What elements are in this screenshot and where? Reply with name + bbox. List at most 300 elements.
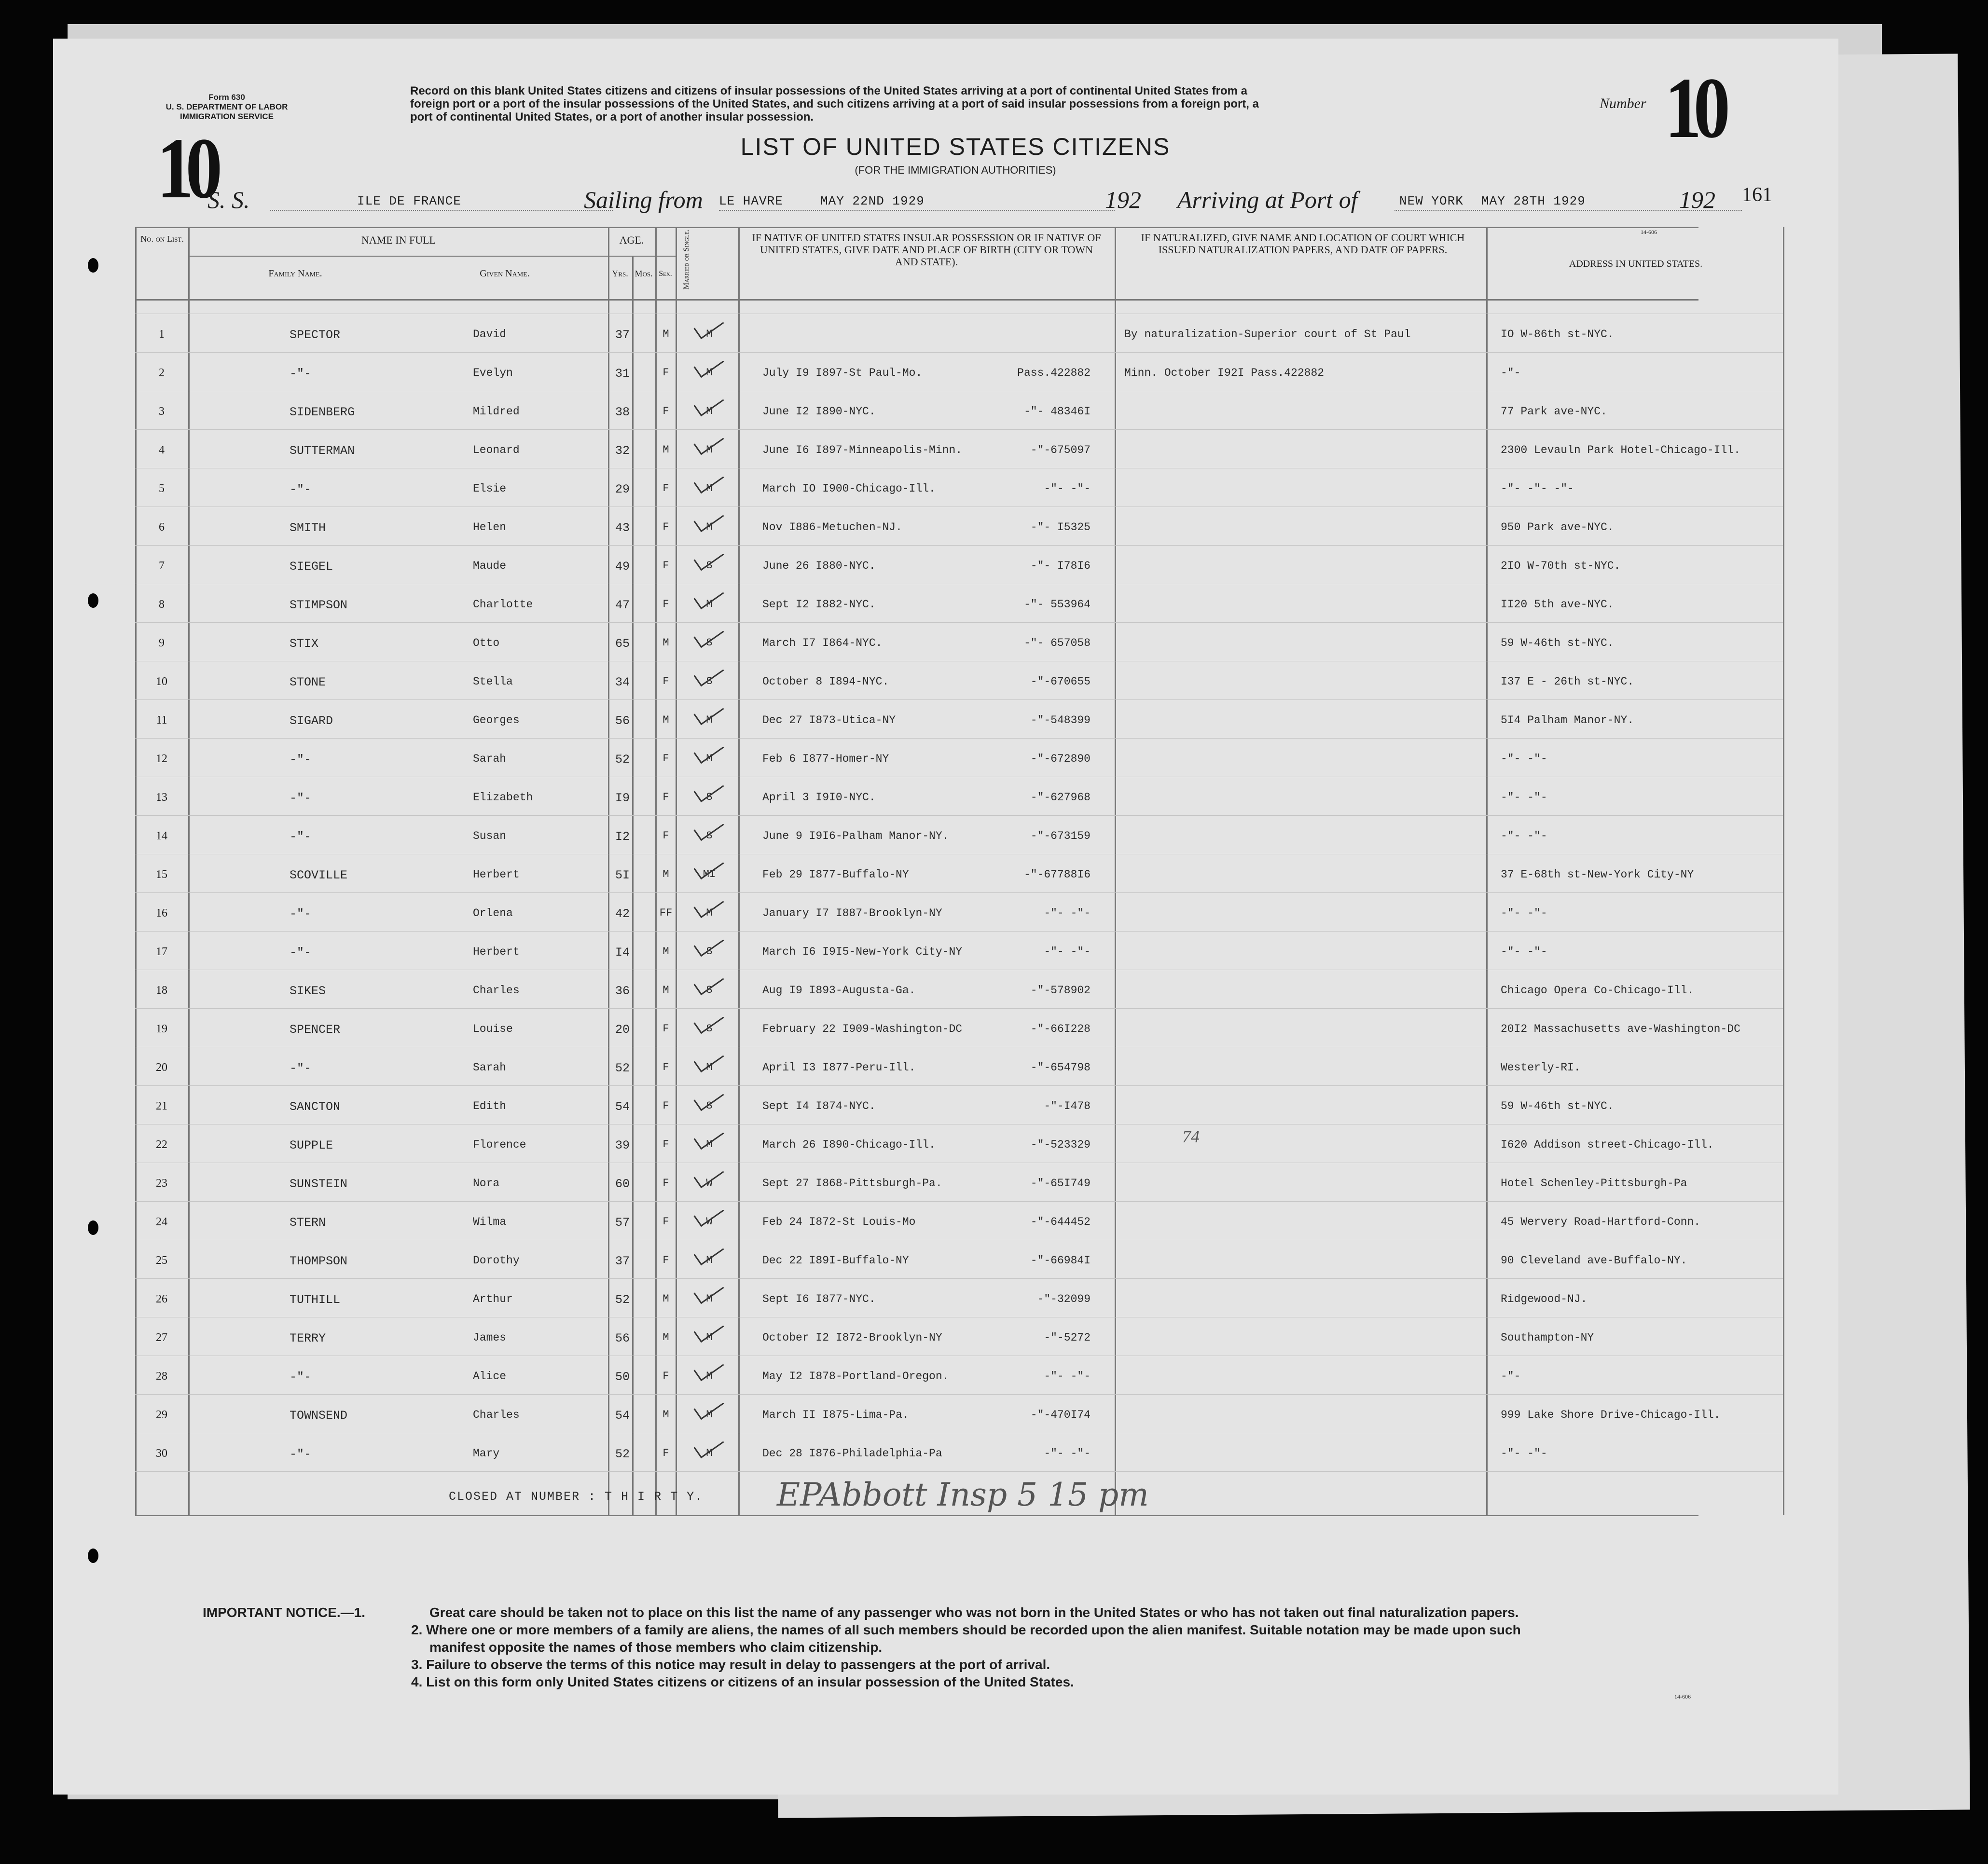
binder-hole: [88, 258, 98, 273]
row-rule: [135, 429, 1783, 430]
birth-info: June I6 I897-Minneapolis-Minn.: [762, 444, 963, 456]
row-number: 6: [159, 521, 165, 534]
manifest-page: [53, 39, 1838, 1795]
passport-number: -"-65I749: [1030, 1177, 1091, 1190]
us-address: IO W-86th st-NYC.: [1501, 328, 1614, 341]
birth-info: March IO I900-Chicago-Ill.: [762, 482, 936, 495]
given-name: Charlotte: [473, 598, 533, 611]
given-name: Helen: [473, 521, 507, 534]
given-name: Mary: [473, 1447, 500, 1460]
age-years: I4: [615, 946, 630, 959]
sex: F: [663, 482, 669, 494]
passport-number: -"-654798: [1030, 1061, 1091, 1074]
row-rule: [135, 1201, 1783, 1202]
sex: M: [663, 328, 669, 340]
marital-status: MI: [703, 868, 716, 880]
row-number: 25: [156, 1254, 167, 1267]
us-address: 999 Lake Shore Drive-Chicago-Ill.: [1501, 1409, 1721, 1421]
marital-status: M: [706, 1061, 713, 1073]
age-years: 56: [615, 1331, 630, 1345]
passport-number: -"- -"-: [1044, 907, 1091, 919]
sex: F: [663, 830, 669, 842]
col-sex: Sex.: [659, 270, 672, 278]
row-number: 22: [156, 1138, 167, 1151]
family-name: SMITH: [290, 521, 326, 535]
family-name: -"-: [290, 1061, 312, 1075]
sex: M: [663, 714, 669, 726]
given-name: Edith: [473, 1100, 507, 1112]
passport-number: -"-523329: [1030, 1138, 1091, 1151]
service: IMMIGRATION SERVICE: [180, 112, 274, 121]
birth-info: October I2 I872-Brooklyn-NY: [762, 1331, 942, 1344]
birth-info: Dec 27 I873-Utica-NY: [762, 714, 896, 726]
given-name: Sarah: [473, 753, 507, 765]
sex: F: [663, 367, 669, 379]
family-name: -"-: [290, 907, 312, 921]
sex: F: [663, 1138, 669, 1151]
us-address: -"- -"-: [1501, 946, 1547, 958]
passport-number: -"-32099: [1037, 1293, 1091, 1305]
row-number: 24: [156, 1216, 167, 1228]
row-rule: [135, 1471, 1783, 1472]
passport-number: -"- -"-: [1044, 1370, 1091, 1383]
family-name: SUPPLE: [290, 1138, 333, 1152]
us-address: 90 Cleveland ave-Buffalo-NY.: [1501, 1254, 1687, 1267]
birth-info: Feb 24 I872-St Louis-Mo: [762, 1216, 916, 1228]
binder-hole: [88, 1549, 98, 1563]
given-name: Sarah: [473, 1061, 507, 1074]
sex: M: [663, 637, 669, 649]
us-address: -"- -"-: [1501, 753, 1547, 765]
given-name: Charles: [473, 984, 520, 997]
age-years: 56: [615, 714, 630, 728]
passport-number: -"- I5325: [1030, 521, 1091, 534]
given-name: Orlena: [473, 907, 513, 919]
sex: F: [663, 1447, 669, 1459]
age-years: I9: [615, 791, 630, 805]
sex: M: [663, 984, 669, 996]
passport-number: -"- 553964: [1023, 598, 1091, 611]
age-years: 52: [615, 1061, 630, 1075]
col-rule: [738, 227, 740, 1515]
birth-info: Sept I2 I882-NYC.: [762, 598, 876, 611]
us-address: 5I4 Palham Manor-NY.: [1501, 714, 1634, 726]
us-address: 45 Wervery Road-Hartford-Conn.: [1501, 1216, 1701, 1228]
given-name: Nora: [473, 1177, 500, 1190]
us-address: 77 Park ave-NYC.: [1501, 405, 1607, 418]
table-top-rule: [135, 227, 1698, 228]
family-name: -"-: [290, 1447, 312, 1461]
family-name: SUNSTEIN: [290, 1177, 348, 1191]
birth-info: January I7 I887-Brooklyn-NY: [762, 907, 942, 919]
row-rule: [135, 352, 1783, 353]
col-given-name: Given Name.: [480, 268, 530, 279]
passport-number: -"-673159: [1030, 830, 1091, 842]
closed-at-number: CLOSED AT NUMBER : T H I R T Y.: [449, 1490, 704, 1504]
page-subtitle: (FOR THE IMMIGRATION AUTHORITIES): [855, 164, 1056, 176]
col-yrs: Yrs.: [612, 269, 628, 278]
row-number: 19: [156, 1023, 167, 1035]
age-years: 65: [615, 637, 630, 651]
family-name: -"-: [290, 753, 312, 767]
sex: F: [663, 521, 669, 533]
row-rule: [135, 1278, 1783, 1279]
marital-status: S: [706, 946, 713, 958]
passport-number: -"-470I74: [1030, 1409, 1091, 1421]
us-address: 59 W-46th st-NYC.: [1501, 637, 1614, 649]
marital-status: M: [706, 1293, 713, 1305]
row-number: 29: [156, 1409, 167, 1421]
row-number: 13: [156, 791, 167, 804]
age-years: 43: [615, 521, 630, 535]
age-years: 49: [615, 560, 630, 574]
sex: FF: [659, 907, 673, 919]
row-rule: [135, 931, 1783, 932]
passport-number: -"-66I228: [1030, 1023, 1091, 1035]
family-name: -"-: [290, 946, 312, 959]
margin-mark: 74: [1182, 1127, 1200, 1146]
us-address: Chicago Opera Co-Chicago-Ill.: [1501, 984, 1694, 997]
us-address: Westerly-RI.: [1501, 1061, 1581, 1074]
passport-number: -"- 657058: [1023, 637, 1091, 649]
sailing-port: LE HAVRE: [719, 194, 783, 208]
birth-info: July I9 I897-St Paul-Mo.: [762, 367, 923, 379]
row-number: 14: [156, 830, 167, 842]
marital-status: M: [706, 521, 713, 533]
given-name: Leonard: [473, 444, 520, 456]
binder-hole: [88, 1220, 98, 1235]
age-years: 52: [615, 1447, 630, 1461]
notice-item: 4. List on this form only United States citizens or citizens of an insular possession of the United States.: [411, 1674, 1074, 1689]
birth-info: Nov I886-Metuchen-NJ.: [762, 521, 902, 534]
marital-status: M: [706, 482, 713, 494]
age-years: 29: [615, 482, 630, 496]
row-number: 20: [156, 1061, 167, 1074]
naturalization-info: Minn. October I92I Pass.422882: [1124, 367, 1325, 379]
us-address: -"- -"-: [1501, 830, 1547, 842]
header-bottom-rule: [135, 299, 1698, 301]
col-rule: [1783, 227, 1784, 1515]
notice-item: manifest opposite the names of those members who claim citizenship.: [429, 1640, 883, 1655]
col-married-or-single: Married or Single.: [682, 229, 690, 289]
row-number: 26: [156, 1293, 167, 1305]
birth-info: June 9 I9I6-Palham Manor-NY.: [762, 830, 949, 842]
us-address: -"- -"-: [1501, 1447, 1547, 1460]
inspector-signature: EPAbbott Insp 5 15 pm: [777, 1476, 1149, 1513]
department: U. S. DEPARTMENT OF LABOR: [166, 102, 288, 111]
marital-status: M: [706, 1409, 713, 1421]
marital-status: M: [706, 598, 713, 610]
row-number: 10: [156, 675, 167, 688]
given-name: Evelyn: [473, 367, 513, 379]
age-years: 47: [615, 598, 630, 612]
us-address: -"-: [1501, 367, 1521, 379]
intro-text: [410, 84, 1588, 123]
us-address: 37 E-68th st-New-York City-NY: [1501, 868, 1694, 881]
sex: F: [663, 791, 669, 803]
family-name: THOMPSON: [290, 1254, 348, 1268]
passport-number: -"- -"-: [1044, 482, 1091, 495]
marital-status: M: [706, 907, 713, 919]
given-name: Maude: [473, 560, 507, 572]
us-address: I37 E - 26th st-NYC.: [1501, 675, 1634, 688]
marital-status: S: [706, 637, 713, 649]
row-number: 30: [156, 1447, 167, 1460]
row-rule: [135, 1085, 1783, 1086]
family-name: STIMPSON: [290, 598, 348, 612]
form-number: Form 630: [208, 93, 245, 102]
us-address: -"- -"-: [1501, 791, 1547, 804]
table-bottom-rule: [135, 1515, 1698, 1516]
sex: F: [663, 1023, 669, 1035]
birth-info: May I2 I878-Portland-Oregon.: [762, 1370, 949, 1383]
col-name-in-full: NAME IN FULL: [361, 234, 436, 246]
marital-status: S: [706, 984, 713, 996]
given-name: Elizabeth: [473, 791, 533, 804]
passport-number: -"-644452: [1030, 1216, 1091, 1228]
sex: F: [663, 1254, 669, 1266]
age-years: 52: [615, 1293, 630, 1307]
row-rule: [135, 1394, 1783, 1395]
row-rule: [135, 622, 1783, 623]
marital-status: M: [706, 753, 713, 765]
birth-info: Sept 27 I868-Pittsburgh-Pa.: [762, 1177, 942, 1190]
passport-number: -"- 48346I: [1023, 405, 1091, 418]
family-name: SIEGEL: [290, 560, 333, 574]
sex: F: [663, 560, 669, 572]
sex: F: [663, 1100, 669, 1112]
us-address: Hotel Schenley-Pittsburgh-Pa: [1501, 1177, 1687, 1190]
arrival-date: MAY 28TH 1929: [1481, 194, 1586, 208]
sex: F: [663, 1370, 669, 1382]
age-years: 57: [615, 1216, 630, 1230]
marital-status: S: [706, 1023, 713, 1035]
notice-item: 3. Failure to observe the terms of this notice may result in delay to passengers at the port of arrival.: [411, 1657, 1050, 1672]
birth-info: June 26 I880-NYC.: [762, 560, 876, 572]
given-name: Arthur: [473, 1293, 513, 1305]
given-name: David: [473, 328, 507, 341]
age-years: 50: [615, 1370, 630, 1384]
form-info: [150, 93, 304, 122]
row-number: 8: [159, 598, 165, 611]
notice-item: Great care should be taken not to place on this list the name of any passenger who was not born in the United States or who has not taken out final naturalization papers.: [429, 1605, 1519, 1620]
row-rule: [135, 545, 1783, 546]
sex: M: [663, 444, 669, 456]
sex: M: [663, 868, 669, 880]
us-address: Southampton-NY: [1501, 1331, 1594, 1344]
us-address: 950 Park ave-NYC.: [1501, 521, 1614, 534]
family-name: STONE: [290, 675, 326, 689]
form-code: 14-606: [1641, 229, 1657, 235]
row-number: 9: [159, 637, 165, 649]
age-years: I2: [615, 830, 630, 844]
given-name: Mildred: [473, 405, 520, 418]
year-suffix: 192: [1679, 186, 1715, 213]
us-address: -"- -"-: [1501, 907, 1547, 919]
marital-status: S: [706, 830, 713, 842]
family-name: -"-: [290, 791, 312, 805]
birth-info: March 26 I890-Chicago-Ill.: [762, 1138, 936, 1151]
col-native: IF NATIVE OF UNITED STATES INSULAR POSSESSION OR IF NATIVE OF UNITED STATES, GIVE DATE AND PLACE OF BIRTH (CITY OR TOWN AND STATE).: [752, 232, 1101, 268]
age-years: 54: [615, 1409, 630, 1423]
age-years: 60: [615, 1177, 630, 1191]
us-address: -"-: [1501, 1370, 1521, 1383]
age-years: 39: [615, 1138, 630, 1152]
age-years: 54: [615, 1100, 630, 1114]
marital-status: M: [706, 405, 713, 417]
marital-status: S: [706, 1100, 713, 1112]
birth-info: March II I875-Lima-Pa.: [762, 1409, 909, 1421]
us-address: I620 Addison street-Chicago-Ill.: [1501, 1138, 1714, 1151]
birth-info: Sept I4 I874-NYC.: [762, 1100, 876, 1112]
us-address: 2300 Levauln Park Hotel-Chicago-Ill.: [1501, 444, 1740, 456]
sex: F: [663, 405, 669, 417]
age-years: 37: [615, 328, 630, 342]
sailing-line: [719, 210, 1115, 211]
birth-info: March I7 I864-NYC.: [762, 637, 883, 649]
birth-info: Sept I6 I877-NYC.: [762, 1293, 876, 1305]
given-name: Otto: [473, 637, 500, 649]
notice-form-code: 14-606: [1674, 1693, 1691, 1700]
us-address: Ridgewood-NJ.: [1501, 1293, 1588, 1305]
marital-status: W: [706, 1216, 713, 1228]
passport-number: -"- I78I6: [1030, 560, 1091, 572]
passport-number: Pass.422882: [1017, 367, 1091, 379]
birth-info: Dec 22 I89I-Buffalo-NY: [762, 1254, 909, 1267]
family-name: STIX: [290, 637, 319, 651]
age-years: 52: [615, 753, 630, 767]
birth-info: February 22 I909-Washington-DC: [762, 1023, 963, 1035]
arrival-port: NEW YORK: [1399, 194, 1463, 208]
family-name: SUTTERMAN: [290, 444, 355, 458]
row-number: 15: [156, 868, 167, 881]
sailing-date: MAY 22ND 1929: [820, 194, 925, 208]
col-rule: [608, 227, 609, 1515]
birth-info: October 8 I894-NYC.: [762, 675, 889, 688]
row-number: 16: [156, 907, 167, 919]
family-name: SIGARD: [290, 714, 333, 728]
stamp-number: 10: [157, 120, 214, 216]
marital-status: M: [706, 1447, 713, 1459]
marital-status: S: [706, 791, 713, 803]
row-number: 7: [159, 560, 165, 572]
given-name: Herbert: [473, 868, 520, 881]
age-years: 31: [615, 367, 630, 381]
sex: M: [663, 1293, 669, 1305]
birth-info: June I2 I890-NYC.: [762, 405, 876, 418]
passport-number: -"-672890: [1030, 753, 1091, 765]
family-name: -"-: [290, 482, 312, 496]
birth-info: March I6 I9I5-New-York City-NY: [762, 946, 963, 958]
given-name: Florence: [473, 1138, 526, 1151]
passport-number: -"-670655: [1030, 675, 1091, 688]
given-name: Elsie: [473, 482, 507, 495]
birth-info: Feb 6 I877-Homer-NY: [762, 753, 889, 765]
naturalization-info: By naturalization-Superior court of St Paul: [1124, 328, 1411, 341]
page-title: LIST OF UNITED STATES CITIZENS: [740, 133, 1171, 160]
row-rule: [135, 1008, 1783, 1009]
family-name: STERN: [290, 1216, 326, 1230]
passport-number: -"-578902: [1030, 984, 1091, 997]
notice-item: 2. Where one or more members of a family are aliens, the names of all such members should be recorded upon the alien manifest. Suitable notation may be made upon such: [411, 1622, 1521, 1637]
given-name: Charles: [473, 1409, 520, 1421]
sex: F: [663, 753, 669, 765]
family-name: TOWNSEND: [290, 1409, 348, 1423]
row-number: 12: [156, 753, 167, 765]
sex: M: [663, 946, 669, 958]
sex: F: [663, 598, 669, 610]
ship-line: [270, 210, 613, 211]
row-number: 5: [159, 482, 165, 495]
given-name: James: [473, 1331, 507, 1344]
marital-status: M: [706, 444, 713, 456]
family-name: -"-: [290, 367, 312, 381]
subheader-rule: [188, 256, 676, 257]
number-label: Number: [1600, 96, 1646, 111]
intro-line: port of continental United States, or a port of another insular possession.: [410, 110, 814, 123]
family-name: SANCTON: [290, 1100, 341, 1114]
row-number: 27: [156, 1331, 167, 1344]
family-name: -"-: [290, 1370, 312, 1384]
col-rule: [632, 256, 634, 1515]
row-rule: [135, 892, 1783, 893]
number-value: 10: [1665, 60, 1722, 156]
birth-info: April 3 I9I0-NYC.: [762, 791, 876, 804]
intro-line: Record on this blank United States citizens and citizens of insular possessions of the United States arriving at a port of continental United States from a: [410, 84, 1247, 97]
passport-number: -"- -"-: [1044, 946, 1091, 958]
row-number: 23: [156, 1177, 167, 1190]
col-naturalized: IF NATURALIZED, GIVE NAME AND LOCATION OF COURT WHICH ISSUED NATURALIZATION PAPERS, AND DATE OF PAPERS.: [1141, 232, 1465, 256]
row-number: 21: [156, 1100, 167, 1112]
birth-info: Dec 28 I876-Philadelphia-Pa: [762, 1447, 942, 1460]
age-years: 38: [615, 405, 630, 419]
intro-line: foreign port or a port of the insular possessions of the United States, and such citizens arriving at a port of said insular possessions from a foreign port, a: [410, 97, 1259, 110]
passport-number: -"-675097: [1030, 444, 1091, 456]
passport-number: -"-67788I6: [1023, 868, 1091, 881]
important-notice-label: IMPORTANT NOTICE.—1.: [203, 1605, 366, 1620]
arriving-label: Arriving at Port of: [1177, 186, 1358, 213]
year-suffix: 192: [1105, 186, 1141, 213]
given-name: Herbert: [473, 946, 520, 958]
col-family-name: Family Name.: [268, 268, 322, 279]
sex: F: [663, 1177, 669, 1189]
family-name: SPENCER: [290, 1023, 341, 1037]
col-rule: [188, 227, 190, 1515]
col-address: ADDRESS IN UNITED STATES.: [1569, 259, 1703, 269]
us-address: 59 W-46th st-NYC.: [1501, 1100, 1614, 1112]
age-years: 36: [615, 984, 630, 998]
passport-number: -"- -"-: [1044, 1447, 1091, 1460]
col-rule: [135, 227, 137, 1515]
sex: F: [663, 1216, 669, 1228]
passport-number: -"-548399: [1030, 714, 1091, 726]
row-number: 18: [156, 984, 167, 997]
family-name: TUTHILL: [290, 1293, 341, 1307]
family-name: SIKES: [290, 984, 326, 998]
given-name: Dorothy: [473, 1254, 520, 1267]
marital-status: M: [706, 1331, 713, 1343]
marital-status: S: [706, 675, 713, 687]
passport-number: -"-627968: [1030, 791, 1091, 804]
sex: F: [663, 1061, 669, 1073]
marital-status: S: [706, 560, 713, 572]
row-number: 17: [156, 946, 167, 958]
birth-info: Aug I9 I893-Augusta-Ga.: [762, 984, 916, 997]
age-years: 20: [615, 1023, 630, 1037]
given-name: Louise: [473, 1023, 513, 1035]
given-name: Wilma: [473, 1216, 507, 1228]
us-address: 2IO W-70th st-NYC.: [1501, 560, 1621, 572]
